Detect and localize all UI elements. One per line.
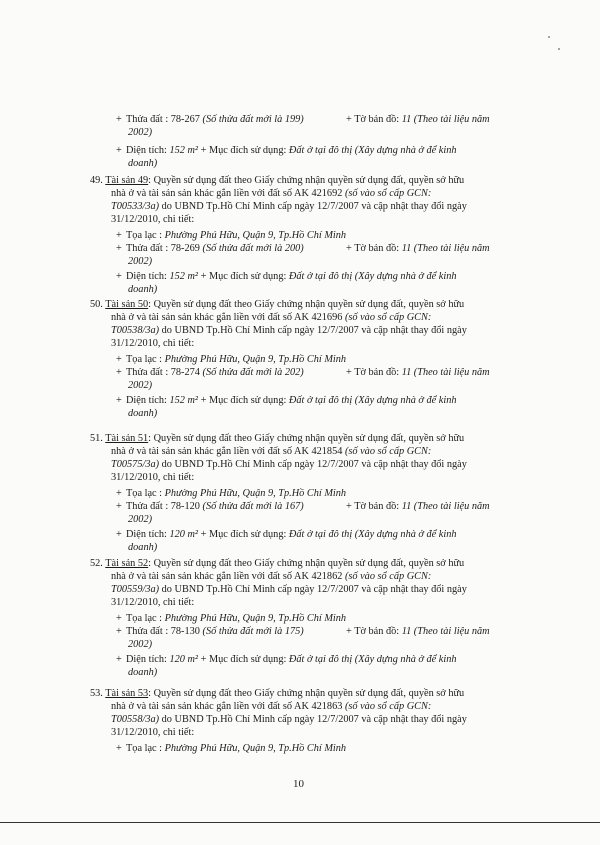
bullet-plus: +: [116, 654, 122, 665]
map-sheet: [346, 367, 490, 379]
purpose-value: Đất ở tại đô thị (Xây dựng nhà ở để kinh: [288, 145, 457, 156]
area-line: [126, 529, 457, 541]
certificate-code: T00533/3a): [111, 201, 160, 212]
location-value: Phường Phú Hữu, Quận 9, Tp.Hồ Chí Minh: [164, 354, 347, 365]
purpose-cont-text: doanh): [128, 158, 158, 169]
bullet-plus: +: [116, 354, 122, 365]
bullet-plus: +: [116, 230, 122, 241]
plot-line: [126, 243, 304, 255]
map-sheet-label: + Tờ bản đồ:: [346, 626, 402, 637]
area-label: Diện tích:: [126, 529, 170, 540]
asset-number: 51.: [90, 433, 106, 444]
map-year: [128, 380, 152, 392]
asset-text-1: : Quyền sử dụng đất theo Giấy chứng nhận quyền sử dụng đất, quyền sở hữu: [148, 433, 465, 444]
map-sheet-value: 11 (Theo tài liệu năm: [401, 626, 490, 637]
plot-new-number: (Số thửa đất mới là 200): [202, 243, 304, 254]
asset-line-4: [111, 472, 194, 484]
page-number: 10: [293, 778, 304, 790]
plot-line: [126, 626, 304, 638]
bullet-plus: +: [116, 114, 122, 125]
asset-heading: [90, 175, 464, 187]
map-year: [128, 514, 152, 526]
location-label: Tọa lạc :: [126, 613, 165, 624]
bullet-plus: +: [116, 395, 122, 406]
map-sheet-label: + Tờ bản đồ:: [346, 243, 402, 254]
location-line: [126, 743, 346, 755]
asset-line-3: [111, 325, 467, 337]
bullet-plus: +: [116, 367, 122, 378]
asset-label: Tài sản 49: [105, 175, 149, 186]
certificate-code: T00558/3a): [111, 714, 160, 725]
map-sheet-label: + Tờ bản đồ:: [346, 367, 402, 378]
asset-line-2: [111, 188, 431, 200]
area-value: 120 m²: [169, 529, 199, 540]
plot-line: [126, 367, 304, 379]
location-label: Tọa lạc :: [126, 354, 165, 365]
bullet-plus: +: [116, 271, 122, 282]
certificate-code: T00575/3a): [111, 459, 160, 470]
purpose-label: + Mục đích sử dụng:: [198, 529, 289, 540]
asset-label: Tài sản 53: [105, 688, 149, 699]
asset-heading: [90, 558, 464, 570]
purpose-value: Đất ở tại đô thị (Xây dựng nhà ở để kinh: [288, 395, 457, 406]
map-sheet-value: 11 (Theo tài liệu năm: [401, 501, 490, 512]
bullet-plus: +: [116, 243, 122, 254]
map-sheet-label: + Tờ bản đồ:: [346, 501, 402, 512]
asset-line-4: [111, 727, 194, 739]
asset-line-3: [111, 201, 467, 213]
purpose-cont-text: doanh): [128, 667, 158, 678]
bullet-plus: +: [116, 145, 122, 156]
asset-label: Tài sản 51: [105, 433, 149, 444]
asset-text-4: 31/12/2010, chi tiết:: [111, 214, 195, 225]
purpose-cont: [128, 542, 157, 554]
plot-new-number: (Số thửa đất mới là 199): [202, 114, 304, 125]
area-line: [126, 395, 457, 407]
location-value: Phường Phú Hữu, Quận 9, Tp.Hồ Chí Minh: [164, 613, 347, 624]
certificate-ref: (số vào sổ cấp GCN:: [344, 701, 432, 712]
plot-line: [126, 114, 304, 126]
map-year-text: 2002): [128, 514, 153, 525]
asset-number: 50.: [90, 299, 106, 310]
area-value: 152 m²: [169, 395, 199, 406]
purpose-value: Đất ở tại đô thị (Xây dựng nhà ở để kinh: [288, 654, 457, 665]
asset-text-1: : Quyền sử dụng đất theo Giấy chứng nhận quyền sử dụng đất, quyền sở hữu: [148, 299, 465, 310]
map-year: [128, 256, 152, 268]
area-label: Diện tích:: [126, 654, 170, 665]
plot-number: : 78-274: [165, 367, 203, 378]
location-line: [126, 354, 346, 366]
plot-number: : 78-130: [165, 626, 203, 637]
asset-text-2: nhà ở và tài sản sản khác gắn liền với đất số AK 421862: [111, 571, 345, 582]
plot-new-number: (Số thửa đất mới là 175): [202, 626, 304, 637]
area-value: 152 m²: [169, 145, 199, 156]
map-sheet: [346, 243, 490, 255]
asset-line-4: [111, 338, 194, 350]
purpose-cont-text: doanh): [128, 284, 158, 295]
asset-label: Tài sản 50: [105, 299, 149, 310]
asset-number: 53.: [90, 688, 106, 699]
map-sheet: [346, 501, 490, 513]
map-year-text: 2002): [128, 256, 153, 267]
asset-text-2: nhà ở và tài sản sản khác gắn liền với đất số AK 421696: [111, 312, 345, 323]
purpose-label: + Mục đích sử dụng:: [198, 145, 289, 156]
area-line: [126, 654, 457, 666]
purpose-cont: [128, 408, 157, 420]
asset-line-3: [111, 459, 467, 471]
bullet-plus: +: [116, 488, 122, 499]
purpose-cont: [128, 667, 157, 679]
asset-line-2: [111, 312, 431, 324]
certificate-ref: (số vào sổ cấp GCN:: [344, 571, 432, 582]
area-label: Diện tích:: [126, 145, 170, 156]
plot-number: : 78-267: [165, 114, 203, 125]
plot-label: Thửa đất: [126, 367, 166, 378]
asset-text-4: 31/12/2010, chi tiết:: [111, 727, 195, 738]
location-line: [126, 230, 346, 242]
asset-text-4: 31/12/2010, chi tiết:: [111, 338, 195, 349]
map-year-text: 2002): [128, 127, 153, 138]
asset-text-1: : Quyền sử dụng đất theo Giấy chứng nhận quyền sử dụng đất, quyền sở hữu: [148, 558, 465, 569]
plot-number: : 78-120: [165, 501, 203, 512]
location-value: Phường Phú Hữu, Quận 9, Tp.Hồ Chí Minh: [164, 743, 347, 754]
asset-text-3: do UBND Tp.Hồ Chí Minh cấp ngày 12/7/2007 và cập nhật thay đổi ngày: [159, 459, 467, 470]
map-year-text: 2002): [128, 639, 153, 650]
map-year: [128, 127, 152, 139]
map-sheet-value: 11 (Theo tài liệu năm: [401, 243, 490, 254]
asset-text-2: nhà ở và tài sản sản khác gắn liền với đất số AK 421863: [111, 701, 345, 712]
bullet-plus: +: [116, 613, 122, 624]
asset-text-1: : Quyền sử dụng đất theo Giấy chứng nhận quyền sử dụng đất, quyền sở hữu: [148, 688, 465, 699]
purpose-cont: [128, 284, 157, 296]
plot-new-number: (Số thửa đất mới là 202): [202, 367, 304, 378]
map-year-text: 2002): [128, 380, 153, 391]
location-value: Phường Phú Hữu, Quận 9, Tp.Hồ Chí Minh: [164, 230, 347, 241]
location-label: Tọa lạc :: [126, 743, 165, 754]
location-line: [126, 488, 346, 500]
bullet-plus: +: [116, 529, 122, 540]
asset-text-2: nhà ở và tài sản sản khác gắn liền với đất số AK 421692: [111, 188, 345, 199]
certificate-ref: (số vào sổ cấp GCN:: [344, 446, 432, 457]
purpose-label: + Mục đích sử dụng:: [198, 654, 289, 665]
asset-line-3: [111, 714, 467, 726]
asset-text-3: do UBND Tp.Hồ Chí Minh cấp ngày 12/7/2007 và cập nhật thay đổi ngày: [159, 714, 467, 725]
asset-text-1: : Quyền sử dụng đất theo Giấy chứng nhận quyền sử dụng đất, quyền sở hữu: [148, 175, 465, 186]
asset-text-2: nhà ở và tài sản sản khác gắn liền với đất số AK 421854: [111, 446, 345, 457]
location-value: Phường Phú Hữu, Quận 9, Tp.Hồ Chí Minh: [164, 488, 347, 499]
plot-number: : 78-269: [165, 243, 203, 254]
certificate-code: T00559/3a): [111, 584, 160, 595]
certificate-code: T00538/3a): [111, 325, 160, 336]
map-sheet-label: + Tờ bản đồ:: [346, 114, 402, 125]
plot-label: Thửa đất: [126, 501, 166, 512]
bullet-plus: +: [116, 743, 122, 754]
bullet-plus: +: [116, 501, 122, 512]
asset-line-2: [111, 571, 431, 583]
asset-line-4: [111, 214, 194, 226]
purpose-cont-text: doanh): [128, 408, 158, 419]
plot-label: Thửa đất: [126, 626, 166, 637]
area-line: [126, 145, 457, 157]
purpose-label: + Mục đích sử dụng:: [198, 271, 289, 282]
location-line: [126, 613, 346, 625]
asset-heading: [90, 299, 464, 311]
asset-line-2: [111, 446, 431, 458]
map-sheet-value: 11 (Theo tài liệu năm: [401, 114, 490, 125]
asset-text-3: do UBND Tp.Hồ Chí Minh cấp ngày 12/7/2007 và cập nhật thay đổi ngày: [159, 325, 467, 336]
map-sheet: [346, 626, 490, 638]
asset-label: Tài sản 52: [105, 558, 149, 569]
bottom-rule: [0, 822, 600, 823]
asset-heading: [90, 433, 464, 445]
asset-number: 52.: [90, 558, 106, 569]
location-label: Tọa lạc :: [126, 488, 165, 499]
asset-heading: [90, 688, 464, 700]
purpose-cont-text: doanh): [128, 542, 158, 553]
asset-text-3: do UBND Tp.Hồ Chí Minh cấp ngày 12/7/2007 và cập nhật thay đổi ngày: [159, 584, 467, 595]
asset-text-4: 31/12/2010, chi tiết:: [111, 597, 195, 608]
purpose-value: Đất ở tại đô thị (Xây dựng nhà ở để kinh: [288, 529, 457, 540]
area-value: 120 m²: [169, 654, 199, 665]
area-label: Diện tích:: [126, 395, 170, 406]
plot-label: Thửa đất: [126, 114, 166, 125]
plot-new-number: (Số thửa đất mới là 167): [202, 501, 304, 512]
map-sheet-value: 11 (Theo tài liệu năm: [401, 367, 490, 378]
asset-line-3: [111, 584, 467, 596]
asset-number: 49.: [90, 175, 106, 186]
asset-text-3: do UBND Tp.Hồ Chí Minh cấp ngày 12/7/2007 và cập nhật thay đổi ngày: [159, 201, 467, 212]
location-label: Tọa lạc :: [126, 230, 165, 241]
map-year: [128, 639, 152, 651]
scan-speck: [548, 36, 550, 38]
asset-line-4: [111, 597, 194, 609]
purpose-cont: [128, 158, 157, 170]
plot-line: [126, 501, 304, 513]
map-sheet: [346, 114, 490, 126]
purpose-value: Đất ở tại đô thị (Xây dựng nhà ở để kinh: [288, 271, 457, 282]
area-value: 152 m²: [169, 271, 199, 282]
area-line: [126, 271, 457, 283]
area-label: Diện tích:: [126, 271, 170, 282]
purpose-label: + Mục đích sử dụng:: [198, 395, 289, 406]
certificate-ref: (số vào sổ cấp GCN:: [344, 312, 432, 323]
asset-text-4: 31/12/2010, chi tiết:: [111, 472, 195, 483]
plot-label: Thửa đất: [126, 243, 166, 254]
asset-line-2: [111, 701, 431, 713]
certificate-ref: (số vào sổ cấp GCN:: [344, 188, 432, 199]
scan-speck: [558, 48, 560, 50]
bullet-plus: +: [116, 626, 122, 637]
